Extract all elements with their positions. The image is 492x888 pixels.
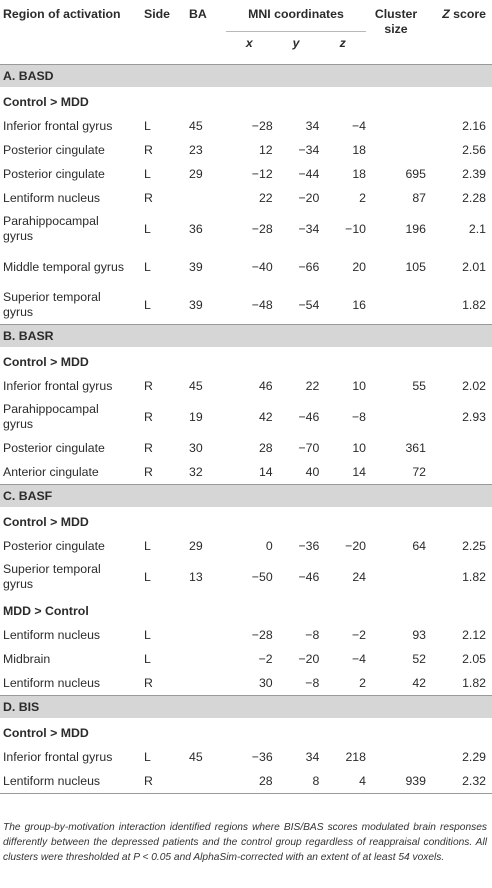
region-cell: Inferior frontal gyrus <box>3 750 113 764</box>
table-row <box>0 647 492 671</box>
region-cell: Inferior frontal gyrus <box>3 379 113 393</box>
region-cell: Inferior frontal gyrus <box>3 119 113 133</box>
section-header <box>0 696 492 719</box>
y-coordinate-cell: −34 <box>298 222 320 236</box>
comparison-group-row <box>0 87 492 114</box>
section-header <box>0 325 492 348</box>
y-coordinate-cell: −34 <box>298 143 320 157</box>
ba-cell: 39 <box>189 260 203 274</box>
cluster-size-cell: 64 <box>412 539 426 553</box>
z-coordinate-cell: 10 <box>352 379 366 393</box>
cluster-size-cell: 939 <box>366 769 426 794</box>
cluster-size-cell: 87 <box>412 191 426 205</box>
header-y <box>273 32 320 65</box>
side-cell: L <box>144 167 151 181</box>
header-blank-side <box>144 32 187 65</box>
z-coordinate-cell: 10 <box>352 441 366 455</box>
table-footnote: The group-by-motivation interaction identified regions where BIS/BAS scores modulated brain responses differently between the depressed patients and the control group regardless of reappraisal conditions. All clusters were thresholded at P < 0.05 and AlphaSim-corrected with an extent of at least 54 voxels. <box>3 822 487 863</box>
side-cell: R <box>144 441 153 455</box>
side-cell: R <box>144 410 153 424</box>
ba-cell <box>187 671 226 696</box>
z-coordinate-cell: 20 <box>352 260 366 274</box>
z-coordinate-cell: −10 <box>345 222 366 236</box>
z-coordinate-cell: −20 <box>345 539 366 553</box>
comparison-group-row <box>0 347 492 374</box>
x-coordinate-cell: −12 <box>251 167 273 181</box>
comparison-group-row <box>0 596 492 623</box>
x-coordinate-cell: −48 <box>251 298 273 312</box>
ba-cell: 45 <box>189 379 203 393</box>
z-score-cell: 2.32 <box>426 769 492 794</box>
z-score-cell: 2.25 <box>462 539 486 553</box>
cluster-size-cell <box>366 745 426 769</box>
region-cell: Superior temporal gyrus <box>3 562 101 591</box>
header-z-label: z <box>339 36 346 50</box>
table-row <box>0 186 492 210</box>
ba-cell <box>187 647 226 671</box>
x-coordinate-cell: 0 <box>265 539 273 553</box>
x-coordinate-cell: −40 <box>251 260 273 274</box>
z-score-cell: 2.93 <box>462 410 486 424</box>
z-score-cell: 2.01 <box>462 260 486 274</box>
side-cell: L <box>144 298 151 312</box>
table-row <box>0 769 492 794</box>
comparison-label: MDD > Control <box>3 604 89 618</box>
x-coordinate-cell: 12 <box>258 143 273 157</box>
z-score-cell <box>426 460 492 485</box>
side-cell: R <box>144 769 187 794</box>
region-cell: Posterior cingulate <box>3 167 105 181</box>
x-coordinate-cell: 42 <box>258 410 273 424</box>
table-row <box>0 374 492 398</box>
region-cell: Posterior cingulate <box>3 539 105 553</box>
region-cell: Posterior cingulate <box>3 441 105 455</box>
side-cell: L <box>144 539 151 553</box>
section-title: A. BASD <box>0 65 492 88</box>
ba-cell: 30 <box>189 441 203 455</box>
section-header <box>0 485 492 508</box>
cluster-size-cell: 93 <box>412 628 426 642</box>
table-row <box>0 558 492 596</box>
header-ba: BA <box>189 7 207 21</box>
header-row-1 <box>0 0 492 32</box>
x-coordinate-cell: 46 <box>258 379 273 393</box>
z-coordinate-cell: 18 <box>352 143 366 157</box>
header-x-label: x <box>245 36 253 50</box>
ba-cell: 19 <box>189 410 203 424</box>
region-cell: Lentiform nucleus <box>0 769 144 794</box>
x-coordinate-cell: −2 <box>258 652 273 666</box>
header-x <box>226 32 273 65</box>
cluster-size-cell <box>366 286 426 325</box>
z-score-cell: 2.29 <box>462 750 486 764</box>
y-coordinate-cell: 34 <box>305 119 320 133</box>
z-coordinate-cell: −4 <box>351 119 366 133</box>
comparison-label: Control > MDD <box>3 355 89 369</box>
header-side: Side <box>144 7 170 21</box>
section-title: C. BASF <box>0 485 492 508</box>
z-coordinate-cell: −4 <box>351 652 366 666</box>
z-score-cell: 2.28 <box>462 191 486 205</box>
header-mni: MNI coordinates <box>226 0 366 32</box>
z-coordinate-cell: 218 <box>345 750 366 764</box>
z-coordinate-cell: −8 <box>351 410 366 424</box>
y-coordinate-cell: −36 <box>298 539 320 553</box>
side-cell: R <box>144 379 153 393</box>
side-cell: L <box>144 222 151 236</box>
y-coordinate-cell: 22 <box>305 379 320 393</box>
section-header <box>0 65 492 88</box>
z-coordinate-cell: 24 <box>352 570 366 584</box>
ba-cell <box>187 769 226 794</box>
side-cell: L <box>144 750 151 764</box>
region-cell: Midbrain <box>3 652 51 666</box>
x-coordinate-cell: 28 <box>258 441 273 455</box>
header-blank-ba <box>187 32 226 65</box>
comparison-label: Control > MDD <box>3 515 89 529</box>
z-coordinate-cell: 18 <box>352 167 366 181</box>
x-coordinate-cell: −36 <box>251 750 273 764</box>
y-coordinate-cell: −8 <box>305 676 320 690</box>
cluster-size-cell <box>366 114 426 138</box>
region-cell: Superior temporal gyrus <box>3 290 101 319</box>
cluster-size-cell: 196 <box>405 222 426 236</box>
y-coordinate-cell: −46 <box>298 410 320 424</box>
cluster-size-cell <box>366 138 426 162</box>
cluster-size-cell: 72 <box>412 465 426 479</box>
table-row <box>0 286 492 325</box>
ba-cell <box>187 623 226 647</box>
side-cell: R <box>144 191 153 205</box>
z-coordinate-cell: 2 <box>359 191 366 205</box>
y-coordinate-cell: −46 <box>298 570 320 584</box>
side-cell: R <box>144 465 153 479</box>
ba-cell: 45 <box>189 119 203 133</box>
z-score-cell <box>426 436 492 460</box>
y-coordinate-cell: −8 <box>305 628 320 642</box>
ba-cell <box>187 186 226 210</box>
table-row <box>0 436 492 460</box>
table-row <box>0 671 492 696</box>
z-score-cell: 1.82 <box>462 676 486 690</box>
y-coordinate-cell: 34 <box>305 750 320 764</box>
table-row <box>0 248 492 286</box>
z-coordinate-cell: 2 <box>359 676 366 690</box>
ba-cell: 36 <box>189 222 203 236</box>
z-score-cell: 2.02 <box>462 379 486 393</box>
header-blank-zscore <box>426 32 492 65</box>
z-score-cell: 2.56 <box>462 143 486 157</box>
ba-cell: 23 <box>189 143 203 157</box>
x-coordinate-cell: −28 <box>251 222 273 236</box>
table-row <box>0 210 492 248</box>
side-cell: L <box>144 260 151 274</box>
side-cell: R <box>144 143 153 157</box>
y-coordinate-cell: 40 <box>305 465 320 479</box>
cluster-size-cell <box>366 558 426 596</box>
ba-cell: 29 <box>189 539 203 553</box>
comparison-label: Control > MDD <box>3 95 89 109</box>
cluster-size-cell <box>366 398 426 436</box>
header-cluster: Cluster size <box>374 7 418 36</box>
header-y-label: y <box>292 36 300 50</box>
comparison-group-row <box>0 718 492 745</box>
z-score-cell: 2.05 <box>462 652 486 666</box>
side-cell: L <box>144 652 151 666</box>
table-row <box>0 623 492 647</box>
cluster-size-cell: 695 <box>405 167 426 181</box>
y-coordinate-cell: −20 <box>298 652 320 666</box>
z-score-cell: 2.1 <box>468 222 486 236</box>
side-cell: L <box>144 570 151 584</box>
section-title: D. BIS <box>0 696 492 719</box>
z-score-cell: 1.82 <box>462 298 486 312</box>
z-score-cell: 2.12 <box>462 628 486 642</box>
y-coordinate-cell: 8 <box>273 769 320 794</box>
side-cell: L <box>144 119 151 133</box>
x-coordinate-cell: −28 <box>251 628 273 642</box>
header-zscore-z: Z <box>442 7 450 21</box>
x-coordinate-cell: 28 <box>226 769 273 794</box>
z-coordinate-cell: 16 <box>352 298 366 312</box>
region-cell: Anterior cingulate <box>3 465 99 479</box>
cluster-size-cell: 55 <box>412 379 426 393</box>
side-cell: R <box>144 676 153 690</box>
z-score-cell: 2.16 <box>462 119 486 133</box>
y-coordinate-cell: −44 <box>298 167 320 181</box>
region-cell: Lentiform nucleus <box>3 628 101 642</box>
header-region: Region of activation <box>3 7 121 21</box>
cluster-size-cell: 105 <box>405 260 426 274</box>
ba-cell: 29 <box>189 167 203 181</box>
z-coordinate-cell: 14 <box>352 465 366 479</box>
header-zscore-label: score <box>453 7 486 21</box>
ba-cell: 13 <box>189 570 203 584</box>
region-cell: Middle temporal gyrus <box>3 259 124 274</box>
table-row <box>0 114 492 138</box>
z-score-cell: 1.82 <box>462 570 486 584</box>
comparison-label: Control > MDD <box>3 726 89 740</box>
table-row <box>0 460 492 485</box>
table-row <box>0 534 492 558</box>
region-cell: Posterior cingulate <box>3 143 105 157</box>
region-cell: Lentiform nucleus <box>3 676 101 690</box>
cluster-size-cell: 42 <box>412 676 426 690</box>
header-z <box>319 32 366 65</box>
y-coordinate-cell: −70 <box>298 441 320 455</box>
table-row <box>0 162 492 186</box>
x-coordinate-cell: 30 <box>258 676 273 690</box>
ba-cell: 32 <box>189 465 203 479</box>
comparison-group-row <box>0 507 492 534</box>
region-cell: Parahippocampal gyrus <box>3 402 99 431</box>
z-coordinate-cell: −2 <box>351 628 366 642</box>
section-title: B. BASR <box>0 325 492 348</box>
table-row <box>0 745 492 769</box>
x-coordinate-cell: −50 <box>251 570 273 584</box>
side-cell: L <box>144 628 151 642</box>
z-coordinate-cell: 4 <box>319 769 366 794</box>
z-score-cell: 2.39 <box>462 167 486 181</box>
x-coordinate-cell: 14 <box>258 465 273 479</box>
header-zscore <box>426 0 492 32</box>
table-row <box>0 138 492 162</box>
region-cell: Lentiform nucleus <box>3 191 101 205</box>
y-coordinate-cell: −66 <box>298 260 320 274</box>
region-cell: Parahippocampal gyrus <box>3 214 99 243</box>
ba-cell: 45 <box>189 750 203 764</box>
ba-cell: 39 <box>189 298 203 312</box>
y-coordinate-cell: −20 <box>298 191 320 205</box>
cluster-size-cell: 52 <box>412 652 426 666</box>
x-coordinate-cell: −28 <box>251 119 273 133</box>
x-coordinate-cell: 22 <box>258 191 273 205</box>
cluster-size-cell: 361 <box>405 441 426 455</box>
table-row <box>0 398 492 436</box>
y-coordinate-cell: −54 <box>298 298 320 312</box>
